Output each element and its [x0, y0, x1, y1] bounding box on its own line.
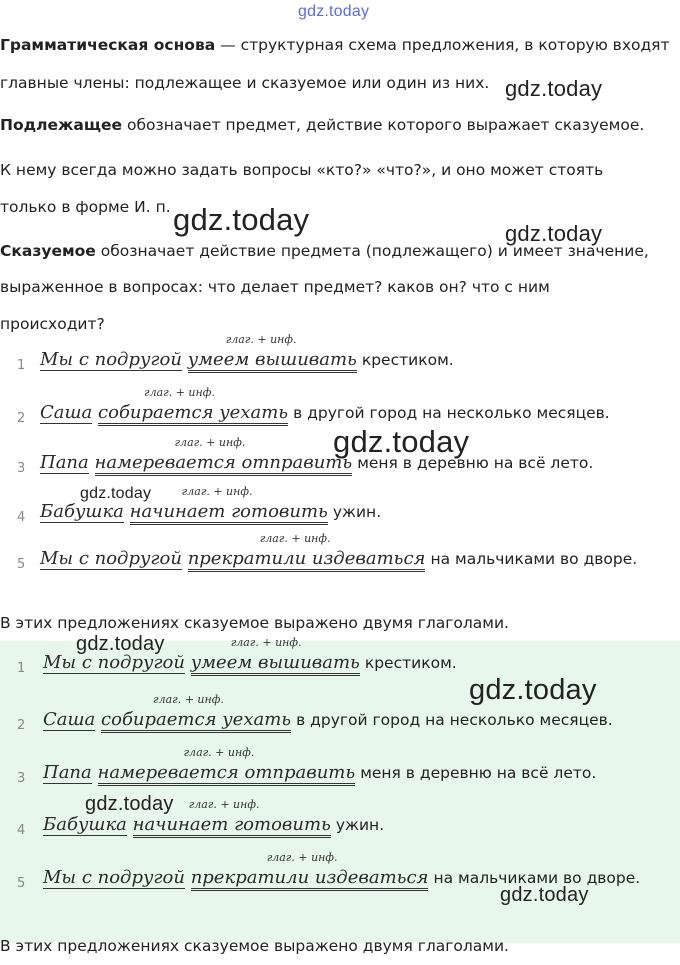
predicate-underlined: [187, 532, 426, 572]
sentence-rest: меня в деревню на всё лето.: [357, 454, 594, 472]
watermark: gdz.today: [505, 221, 603, 246]
watermark: gdz.today: [80, 485, 152, 502]
subject-underlined: Папа: [40, 452, 89, 473]
watermark-top: gdz.today: [298, 3, 370, 20]
term-predicate: Сказуемое: [0, 242, 96, 260]
subject-underlined: Бабушка: [43, 814, 127, 835]
definition-text: обозначает действие предмета (подлежащего) и имеет значение,: [95, 242, 649, 260]
predicate-annotation: глаг. + инф.: [174, 436, 246, 449]
paragraph-text: только в форме И. п.: [0, 198, 171, 216]
watermark: gdz.today: [85, 793, 174, 815]
subject-underlined: Мы с подругой: [40, 548, 182, 569]
sentence-rest: ужин.: [335, 816, 385, 834]
watermark: gdz.today: [173, 202, 310, 237]
definition-text: — структурная схема предложения, в которую входят: [215, 36, 670, 54]
conclusion-text-cut: [0, 927, 680, 965]
sentence-rest: ужин.: [332, 503, 382, 521]
predicate-text: умеем вышивать: [190, 652, 360, 673]
item-number: 2: [17, 411, 26, 426]
predicate-annotation: глаг. + инф.: [259, 532, 331, 545]
handwritten-sentence: [40, 386, 610, 423]
predicate-annotation: глаг. + инф.: [144, 386, 215, 399]
predicate-underlined: [190, 851, 429, 891]
sentence-rest: крестиком.: [364, 654, 457, 672]
watermark: gdz.today: [76, 633, 165, 655]
definition-predicate-line3: [0, 305, 680, 343]
predicate-annotation: глаг. + инф.: [183, 746, 255, 759]
paragraph-text: В этих предложениях сказуемое выражено двумя глаголами.: [0, 614, 509, 632]
item-number: 5: [17, 557, 26, 572]
predicate-underlined: [98, 386, 289, 426]
predicate-text: начинает готовить: [132, 814, 331, 835]
item-number: 2: [17, 718, 26, 733]
sentence-rest: на мальчиками во дворе.: [433, 869, 641, 887]
subject-underlined: Папа: [43, 762, 92, 783]
predicate-text: начинает готовить: [129, 501, 328, 522]
definition-text: обозначает предмет, действие которого выражает сказуемое.: [122, 116, 645, 134]
example-sentence: [0, 333, 680, 389]
watermark: gdz.today: [469, 674, 597, 706]
subject-questions-line1: [0, 151, 680, 189]
item-number: 3: [17, 771, 26, 786]
predicate-underlined: [97, 746, 356, 786]
definition-predicate-line2: [0, 268, 680, 306]
handwritten-sentence: [40, 333, 454, 370]
paragraph-text: В этих предложениях сказуемое выражено двумя глаголами.: [0, 937, 509, 955]
handwritten-sentence: [40, 532, 638, 569]
term-subject: Подлежащее: [0, 116, 123, 134]
predicate-text: собирается уехать: [101, 709, 292, 730]
predicate-underlined: [190, 636, 360, 676]
predicate-underlined: [94, 436, 353, 476]
subject-underlined: Мы с подругой: [40, 349, 182, 370]
predicate-underlined: [129, 485, 328, 525]
sentence-rest: крестиком.: [361, 351, 454, 369]
example-sentence: [0, 532, 680, 588]
subject-underlined: Мы с подругой: [43, 867, 185, 888]
handwritten-sentence: [43, 746, 597, 783]
definition-subject: [0, 106, 680, 144]
predicate-underlined: [187, 333, 357, 373]
subject-underlined: Саша: [40, 402, 93, 423]
predicate-annotation: глаг. + инф.: [266, 851, 338, 864]
item-number: 4: [17, 823, 26, 838]
example-sentence: [0, 693, 680, 749]
paragraph-text: выраженное в вопросах: что делает предмет? каков он? что с ним: [0, 278, 550, 296]
item-number: 4: [17, 510, 26, 525]
subject-underlined: Саша: [43, 709, 96, 730]
item-number: 5: [17, 876, 26, 891]
watermark: gdz.today: [500, 884, 589, 906]
handwritten-sentence: [43, 693, 613, 730]
predicate-text: прекратили издеваться: [187, 548, 426, 569]
sentence-rest: в другой город на несколько месяцев.: [296, 711, 613, 729]
item-number: 3: [17, 461, 26, 476]
predicate-text: намеревается отправить: [97, 762, 356, 783]
sentence-rest: меня в деревню на всё лето.: [360, 764, 597, 782]
watermark: gdz.today: [505, 76, 603, 101]
predicate-text: собирается уехать: [98, 402, 289, 423]
predicate-underlined: [132, 798, 331, 838]
predicate-annotation: глаг. + инф.: [230, 636, 302, 649]
paragraph-text: происходит?: [0, 315, 105, 333]
paragraph-text: К нему всегда можно задать вопросы «кто?» «что?», и оно может стоять: [0, 161, 604, 179]
predicate-text: умеем вышивать: [187, 349, 357, 370]
predicate-underlined: [101, 693, 292, 733]
watermark: gdz.today: [333, 424, 470, 459]
sentence-rest: в другой город на несколько месяцев.: [293, 404, 610, 422]
definition-grammatical-basis: [0, 26, 680, 64]
predicate-annotation: глаг. + инф.: [188, 798, 260, 811]
item-number: 1: [17, 358, 26, 373]
predicate-annotation: глаг. + инф.: [225, 333, 297, 346]
predicate-annotation: глаг. + инф.: [153, 693, 224, 706]
term-grammatical-basis: Грамматическая основа: [0, 36, 216, 54]
predicate-annotation: глаг. + инф.: [181, 485, 253, 498]
subject-underlined: Бабушка: [40, 501, 124, 522]
predicate-text: прекратили издеваться: [190, 867, 429, 888]
definition-text: главные члены: подлежащее и сказуемое или один из них.: [0, 74, 490, 92]
sentence-rest: на мальчиками во дворе.: [430, 550, 638, 568]
subject-underlined: Мы с подругой: [43, 652, 185, 673]
definition-predicate: [0, 232, 680, 270]
predicate-text: намеревается отправить: [94, 452, 353, 473]
item-number: 1: [17, 661, 26, 676]
